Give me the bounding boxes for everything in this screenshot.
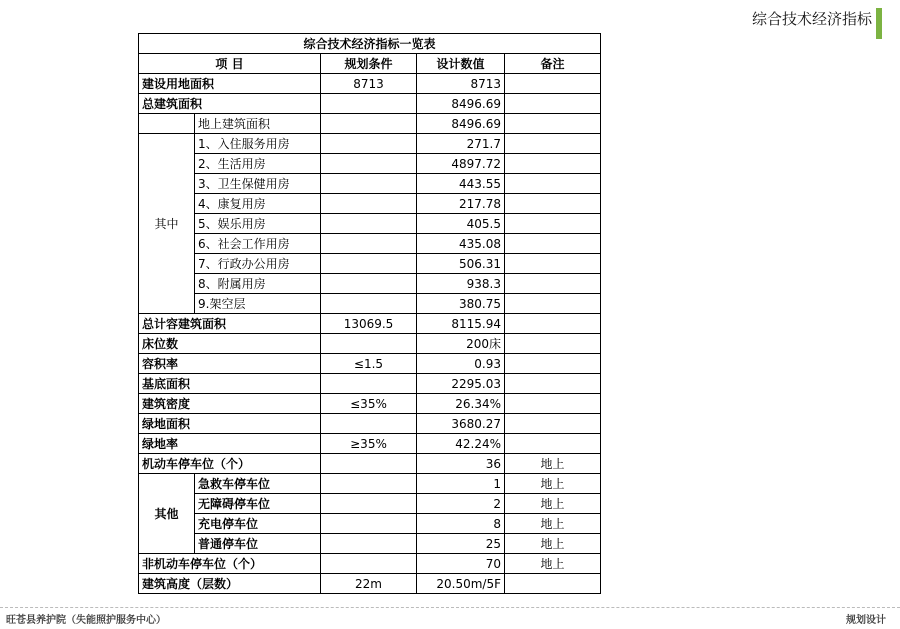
plan-value: 22m <box>321 574 417 594</box>
note-value <box>505 294 601 314</box>
footer-section-name: 规划设计 <box>846 615 886 626</box>
note-value: 地上 <box>505 494 601 514</box>
note-value <box>505 74 601 94</box>
design-value: 8713 <box>417 74 505 94</box>
table-row <box>139 554 601 574</box>
row-label: 容积率 <box>139 354 321 374</box>
note-value: 地上 <box>505 474 601 494</box>
table-row <box>139 374 601 394</box>
table-row <box>139 414 601 434</box>
row-label: 总建筑面积 <box>139 94 321 114</box>
note-value <box>505 234 601 254</box>
column-header-plan: 规划条件 <box>321 54 417 74</box>
table-row <box>139 294 601 314</box>
column-header-design: 设计数值 <box>417 54 505 74</box>
plan-value <box>321 454 417 474</box>
note-value <box>505 374 601 394</box>
row-label: 绿地面积 <box>139 414 321 434</box>
footer-project-name: 旺苍县养护院（失能照护服务中心） <box>6 615 166 626</box>
plan-value <box>321 374 417 394</box>
design-value: 8496.69 <box>417 94 505 114</box>
row-label: 1、入住服务用房 <box>195 134 321 154</box>
row-label: 建筑密度 <box>139 394 321 414</box>
table-row <box>139 74 601 94</box>
row-label: 4、康复用房 <box>195 194 321 214</box>
table-row <box>139 494 601 514</box>
row-label: 6、社会工作用房 <box>195 234 321 254</box>
plan-value <box>321 134 417 154</box>
plan-value <box>321 474 417 494</box>
table-row <box>139 514 601 534</box>
accent-bar <box>876 8 882 39</box>
table-row <box>139 114 601 134</box>
note-value <box>505 154 601 174</box>
design-value: 200床 <box>417 334 505 354</box>
design-value: 217.78 <box>417 194 505 214</box>
row-label: 总计容建筑面积 <box>139 314 321 334</box>
design-value: 2295.03 <box>417 374 505 394</box>
plan-value <box>321 254 417 274</box>
table-row <box>139 214 601 234</box>
column-header-note: 备注 <box>505 54 601 74</box>
footer-divider <box>0 607 900 608</box>
table-row <box>139 134 601 154</box>
table-row <box>139 254 601 274</box>
row-label: 7、行政办公用房 <box>195 254 321 274</box>
design-value: 8 <box>417 514 505 534</box>
row-label: 8、附属用房 <box>195 274 321 294</box>
row-label: 9.架空层 <box>195 294 321 314</box>
row-label: 建设用地面积 <box>139 74 321 94</box>
plan-value <box>321 514 417 534</box>
row-label: 非机动车停车位（个） <box>139 554 321 574</box>
plan-value <box>321 494 417 514</box>
plan-value <box>321 294 417 314</box>
plan-value <box>321 94 417 114</box>
plan-value <box>321 114 417 134</box>
design-value: 1 <box>417 474 505 494</box>
row-label: 建筑高度（层数） <box>139 574 321 594</box>
plan-value: ≤1.5 <box>321 354 417 374</box>
plan-value <box>321 274 417 294</box>
table-row <box>139 454 601 474</box>
design-value: 70 <box>417 554 505 574</box>
table-row <box>139 174 601 194</box>
note-value <box>505 574 601 594</box>
indent-cell <box>139 114 195 134</box>
design-value: 8115.94 <box>417 314 505 334</box>
table-row <box>139 574 601 594</box>
design-value: 0.93 <box>417 354 505 374</box>
design-value: 405.5 <box>417 214 505 234</box>
table-caption-row <box>139 34 601 54</box>
design-value: 25 <box>417 534 505 554</box>
design-value: 2 <box>417 494 505 514</box>
table-row <box>139 474 601 494</box>
plan-value <box>321 194 417 214</box>
group-label-qizhong: 其中 <box>139 134 195 314</box>
design-value: 8496.69 <box>417 114 505 134</box>
design-value: 506.31 <box>417 254 505 274</box>
table-row <box>139 534 601 554</box>
plan-value <box>321 174 417 194</box>
note-value <box>505 394 601 414</box>
design-value: 938.3 <box>417 274 505 294</box>
table-row <box>139 234 601 254</box>
row-label: 2、生活用房 <box>195 154 321 174</box>
row-label: 绿地率 <box>139 434 321 454</box>
plan-value <box>321 534 417 554</box>
table-row <box>139 274 601 294</box>
plan-value: ≥35% <box>321 434 417 454</box>
note-value <box>505 194 601 214</box>
table-row <box>139 94 601 114</box>
note-value <box>505 414 601 434</box>
plan-value: 13069.5 <box>321 314 417 334</box>
row-label: 普通停车位 <box>195 534 321 554</box>
row-label: 3、卫生保健用房 <box>195 174 321 194</box>
indicators-table <box>138 33 601 594</box>
page-title: 综合技术经济指标 <box>751 10 872 28</box>
column-header-item: 项 目 <box>139 54 321 74</box>
group-label-qita: 其他 <box>139 474 195 554</box>
plan-value <box>321 554 417 574</box>
plan-value: ≤35% <box>321 394 417 414</box>
plan-value <box>321 334 417 354</box>
design-value: 271.7 <box>417 134 505 154</box>
note-value: 地上 <box>505 554 601 574</box>
plan-value <box>321 154 417 174</box>
note-value: 地上 <box>505 514 601 534</box>
table-caption: 综合技术经济指标一览表 <box>139 34 601 54</box>
plan-value: 8713 <box>321 74 417 94</box>
table-row <box>139 154 601 174</box>
note-value <box>505 254 601 274</box>
design-value: 20.50m/5F <box>417 574 505 594</box>
note-value <box>505 134 601 154</box>
design-value: 42.24% <box>417 434 505 454</box>
row-label: 基底面积 <box>139 374 321 394</box>
note-value: 地上 <box>505 454 601 474</box>
table-row <box>139 334 601 354</box>
design-value: 4897.72 <box>417 154 505 174</box>
row-label: 地上建筑面积 <box>195 114 321 134</box>
design-value: 36 <box>417 454 505 474</box>
note-value <box>505 174 601 194</box>
note-value <box>505 214 601 234</box>
note-value <box>505 354 601 374</box>
note-value <box>505 274 601 294</box>
row-label: 床位数 <box>139 334 321 354</box>
design-value: 380.75 <box>417 294 505 314</box>
plan-value <box>321 214 417 234</box>
note-value <box>505 334 601 354</box>
row-label: 机动车停车位（个） <box>139 454 321 474</box>
design-value: 443.55 <box>417 174 505 194</box>
table-header-row <box>139 54 601 74</box>
table-row <box>139 194 601 214</box>
row-label: 无障碍停车位 <box>195 494 321 514</box>
note-value <box>505 434 601 454</box>
table-row <box>139 434 601 454</box>
row-label: 充电停车位 <box>195 514 321 534</box>
row-label: 急救车停车位 <box>195 474 321 494</box>
design-value: 435.08 <box>417 234 505 254</box>
table-row <box>139 354 601 374</box>
plan-value <box>321 234 417 254</box>
note-value <box>505 314 601 334</box>
note-value <box>505 114 601 134</box>
row-label: 5、娱乐用房 <box>195 214 321 234</box>
table-row <box>139 314 601 334</box>
design-value: 26.34% <box>417 394 505 414</box>
plan-value <box>321 414 417 434</box>
table-row <box>139 394 601 414</box>
note-value <box>505 94 601 114</box>
note-value: 地上 <box>505 534 601 554</box>
design-value: 3680.27 <box>417 414 505 434</box>
